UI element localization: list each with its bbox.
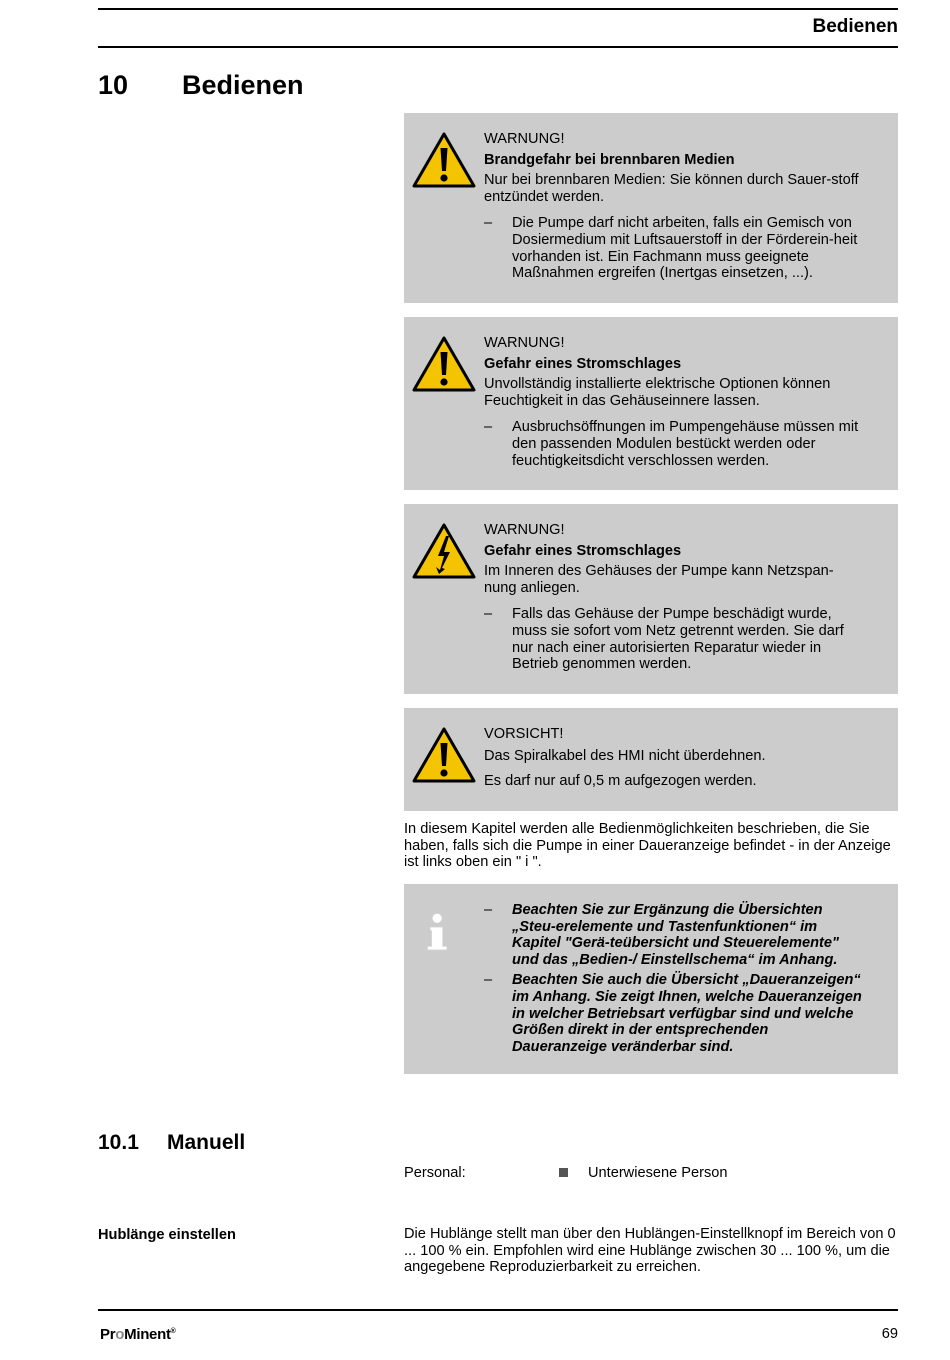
warning-text: Unvollständig installierte elektrische Optionen können Feuchtigkeit in das Gehäuseinnere lassen. [484, 376, 831, 409]
warning-box-fire [404, 113, 898, 303]
warning-box-moisture [404, 317, 898, 490]
caution-line: Das Spiralkabel des HMI nicht überdehnen. [484, 747, 766, 764]
info-box [404, 884, 898, 1074]
caution-box-cable [404, 708, 898, 811]
section-title: Manuell [167, 1131, 246, 1154]
list-item: – Beachten Sie auch die Übersicht „Daueranzeigen“ im Anhang. Sie zeigt Ihnen, welche Daueranzeigen in welcher Betriebsart verfügbar sind und welche Größen direkt in der entsprechenden Daueranzeige veränderbar sind. [484, 972, 862, 1055]
warning-triangle-icon [412, 131, 476, 189]
header-section-label: Bedienen [812, 16, 898, 37]
header-top-rule [98, 8, 898, 10]
side-heading: Hublänge einstellen [98, 1227, 236, 1243]
bullet-square-icon [559, 1168, 568, 1177]
high-voltage-icon [412, 522, 476, 580]
signal-word: VORSICHT! [484, 726, 564, 742]
chapter-number: 10 [98, 70, 129, 100]
warning-title: Gefahr eines Stromschlages [484, 355, 682, 372]
section-number: 10.1 [98, 1131, 139, 1154]
warning-text: Im Inneren des Gehäuses der Pumpe kann Netzspan-nung anliegen. [484, 563, 834, 596]
warning-box-voltage [404, 504, 898, 694]
stroke-length-text: Die Hublänge stellt man über den Hublängen-Einstellknopf im Bereich von 0 ... 100 % ein. Empfohlen wird eine Hublänge zwischen 30 ... 100 %, um die angegebene Reproduzierbarkeit zu erreichen. [404, 1226, 896, 1276]
warning-triangle-icon [412, 335, 476, 393]
list-item: – Falls das Gehäuse der Pumpe beschädigt wurde, muss sie sofort vom Netz getrennt werden. Sie darf nur nach einer autorisierten Reparatur wieder in Betrieb genommen werden. [484, 606, 844, 673]
info-icon [422, 904, 466, 960]
footer-rule [98, 1309, 898, 1311]
prominent-logo: ProMinent® [100, 1326, 176, 1343]
personal-value: Unterwiesene Person [588, 1165, 728, 1181]
personal-label: Personal: [404, 1165, 466, 1181]
warning-text: Nur bei brennbaren Medien: Sie können durch Sauer-stoff entzündet werden. [484, 172, 859, 205]
chapter-intro: In diesem Kapitel werden alle Bedienmöglichkeiten beschrieben, die Sie haben, falls sich die Pumpe in einer Daueranzeige befindet - in der Anzeige ist links oben ein " i ". [404, 821, 891, 871]
signal-word: WARNUNG! [484, 335, 565, 351]
header-bottom-rule [98, 46, 898, 48]
signal-word: WARNUNG! [484, 131, 565, 147]
list-item: – Ausbruchsöffnungen im Pumpengehäuse müssen mit den passenden Modulen bestückt werden oder feuchtigkeitsdicht verschlossen werden. [484, 419, 859, 469]
list-item: – Beachten Sie zur Ergänzung die Übersichten „Steu-erelemente und Tastenfunktionen“ im Kapitel "Gerä-teübersicht und Steuerelemente" und das „Bedien-/ Einstellschema“ im Anhang. [484, 902, 839, 968]
warning-title: Gefahr eines Stromschlages [484, 542, 682, 559]
signal-word: WARNUNG! [484, 522, 565, 538]
chapter-title: Bedienen [182, 70, 304, 100]
caution-line: Es darf nur auf 0,5 m aufgezogen werden. [484, 773, 757, 790]
list-item: – Die Pumpe darf nicht arbeiten, falls ein Gemisch von Dosiermedium mit Luftsauerstoff in der Förderein-heit vorhanden ist. Ein Fachmann muss geeignete Maßnahmen ergreifen (Inertgas einsetzen, ...). [484, 215, 858, 282]
warning-triangle-icon [412, 726, 476, 784]
warning-title: Brandgefahr bei brennbaren Medien [484, 151, 735, 168]
page-number: 69 [881, 1326, 898, 1342]
